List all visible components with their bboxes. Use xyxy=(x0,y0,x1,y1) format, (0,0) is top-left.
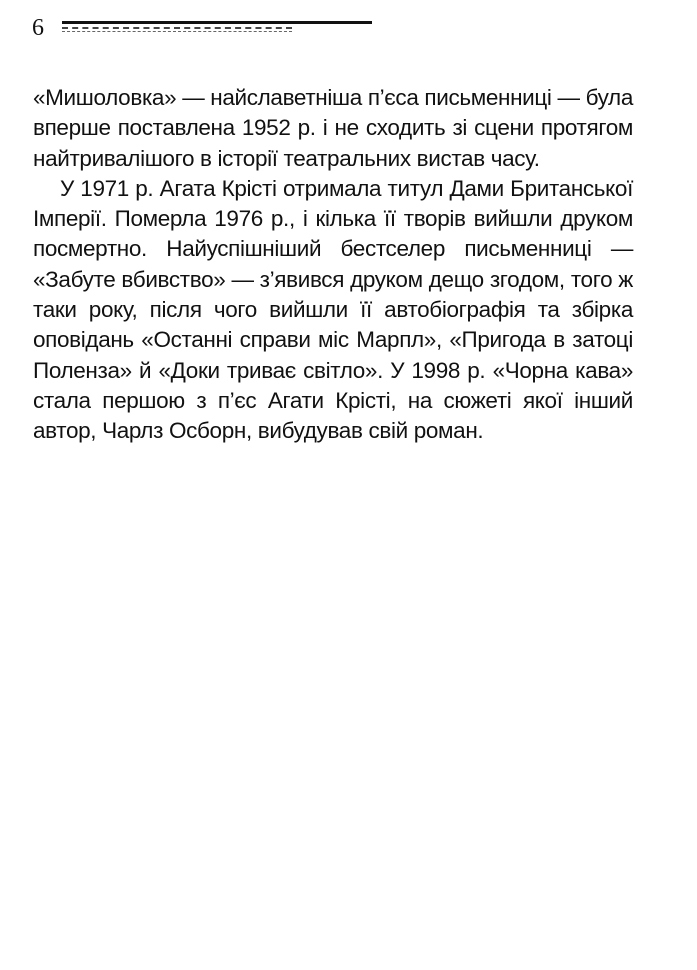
header-rule-bottom xyxy=(62,31,292,32)
paragraph-biography: У 1971 р. Агата Крісті отримала титул Дами Британської Імперії. Померла 1976 р., і кілька її творів вийшли друком посмертно. Найуспішніший бестселер письменниці — «Забуте вбивство» — з’явився друком дещо згодом, того ж таки року, після чого вийшли її автобіографія та збірка оповідань «Останні справи міс Марпл», «Пригода в затоці Поленза» й «Доки триває світло». У 1998 р. «Чорна кава» стала першою з п’єс Агати Крісті, на сюжеті якої інший автор, Чарлз Осборн, вибудував свій роман. xyxy=(33,175,633,444)
page-number: 6 xyxy=(32,15,44,41)
header-rule-middle xyxy=(62,27,292,29)
page-header xyxy=(32,14,352,44)
paragraph-mousetrap: «Мишоловка» — найславетніша п’єса письменниці — була вперше поставлена 1952 р. і не сходить зі сцени протягом найтривалішого в історії театральних вистав часу. xyxy=(33,85,633,171)
header-rule-top xyxy=(62,21,372,24)
body-text xyxy=(33,83,633,447)
